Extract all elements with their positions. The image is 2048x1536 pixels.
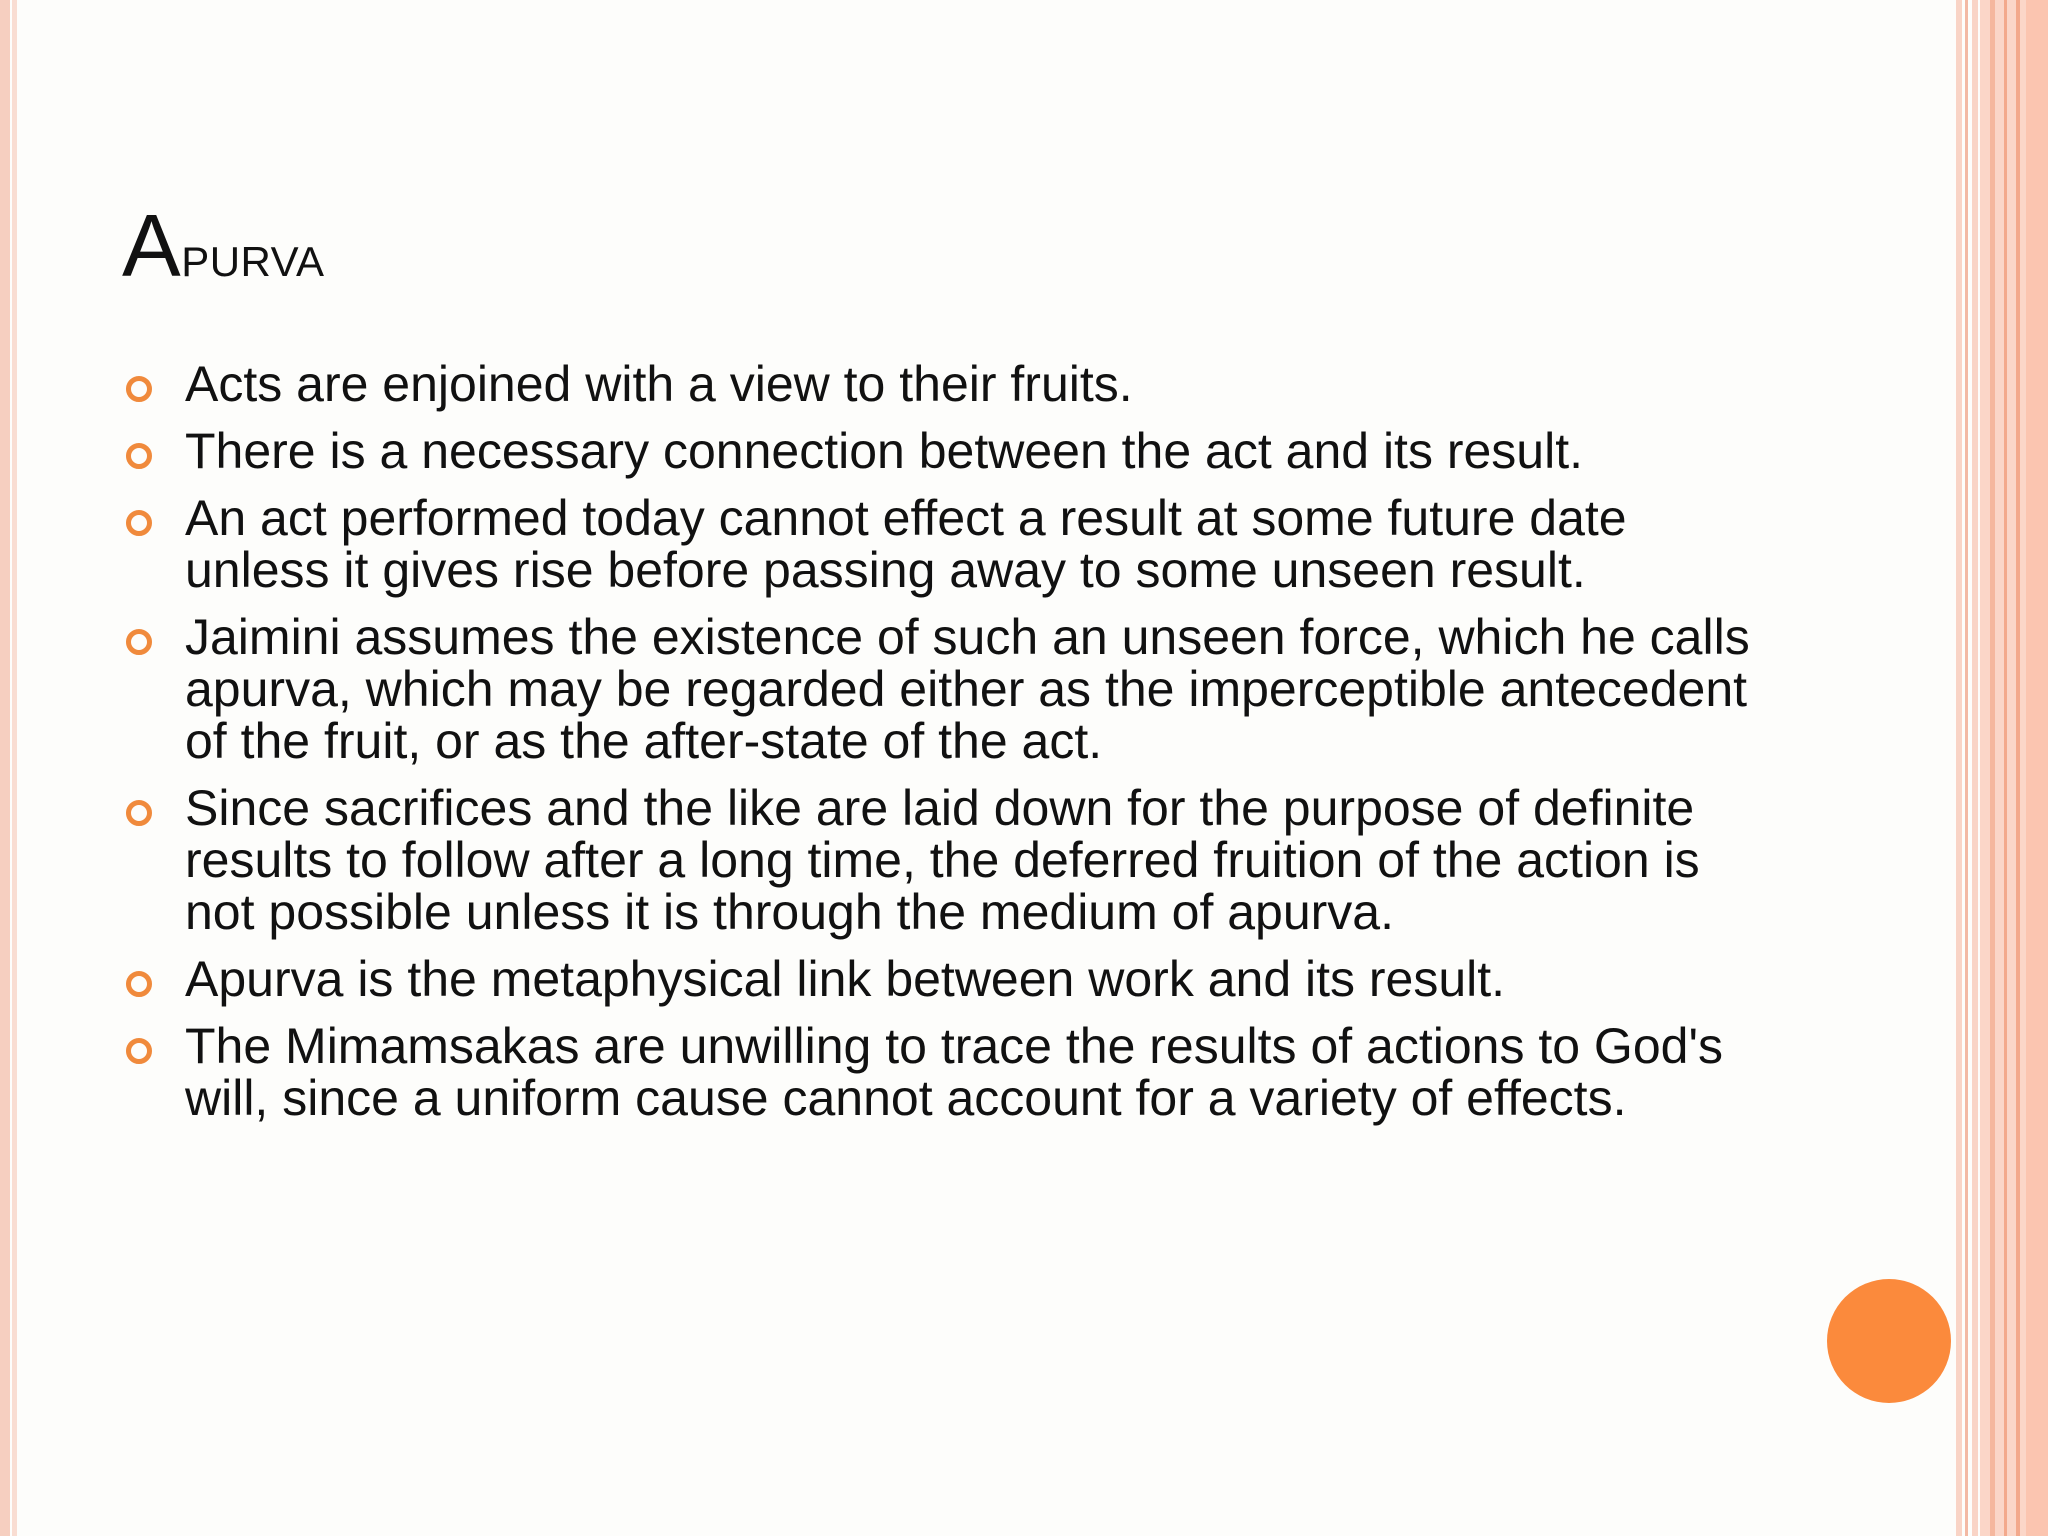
right-stripe <box>2016 0 2020 1536</box>
slide-title-rest: purva <box>181 222 325 289</box>
bullet-text: The Mimamsakas are unwilling to trace the results of actions to God's will, since a uniform cause cannot account for a variety of effects. <box>185 1018 1723 1126</box>
bullet-item <box>122 425 1762 477</box>
slide-title <box>122 196 325 295</box>
slide-title-initial: A <box>122 196 182 295</box>
ring-bullet-icon <box>126 971 152 997</box>
right-stripe <box>2026 0 2048 1536</box>
ring-bullet-icon <box>126 800 152 826</box>
bullet-item <box>122 611 1762 767</box>
left-border-inner <box>12 0 17 1536</box>
bullet-text: Acts are enjoined with a view to their fruits. <box>185 356 1133 412</box>
bullet-text: There is a necessary connection between the act and its result. <box>185 423 1583 479</box>
right-stripe <box>1990 0 1995 1536</box>
bullet-item <box>122 953 1762 1005</box>
bullet-text: Jaimini assumes the existence of such an unseen force, which he calls apurva, which may be regarded either as the imperceptible antecedent of the fruit, or as the after-state of the act. <box>185 609 1750 769</box>
right-stripe <box>1956 0 1962 1536</box>
bullet-item <box>122 492 1762 596</box>
bullet-text: Since sacrifices and the like are laid down for the purpose of definite results to follow after a long time, the deferred fruition of the action is not possible unless it is through the medium of apurva. <box>185 780 1700 940</box>
bullet-text: An act performed today cannot effect a result at some future date unless it gives rise before passing away to some unseen result. <box>185 490 1627 598</box>
right-stripe <box>2004 0 2007 1536</box>
bullet-item <box>122 1020 1762 1124</box>
decorative-circle <box>1827 1279 1951 1403</box>
left-border <box>0 0 10 1536</box>
bullet-item <box>122 782 1762 938</box>
right-stripe <box>1972 0 1978 1536</box>
ring-bullet-icon <box>126 376 152 402</box>
right-stripe <box>1965 0 1968 1536</box>
bullet-item <box>122 358 1762 410</box>
bullet-list <box>122 358 1762 1139</box>
ring-bullet-icon <box>126 1038 152 1064</box>
bullet-text: Apurva is the metaphysical link between work and its result. <box>185 951 1506 1007</box>
ring-bullet-icon <box>126 510 152 536</box>
ring-bullet-icon <box>126 629 152 655</box>
ring-bullet-icon <box>126 443 152 469</box>
